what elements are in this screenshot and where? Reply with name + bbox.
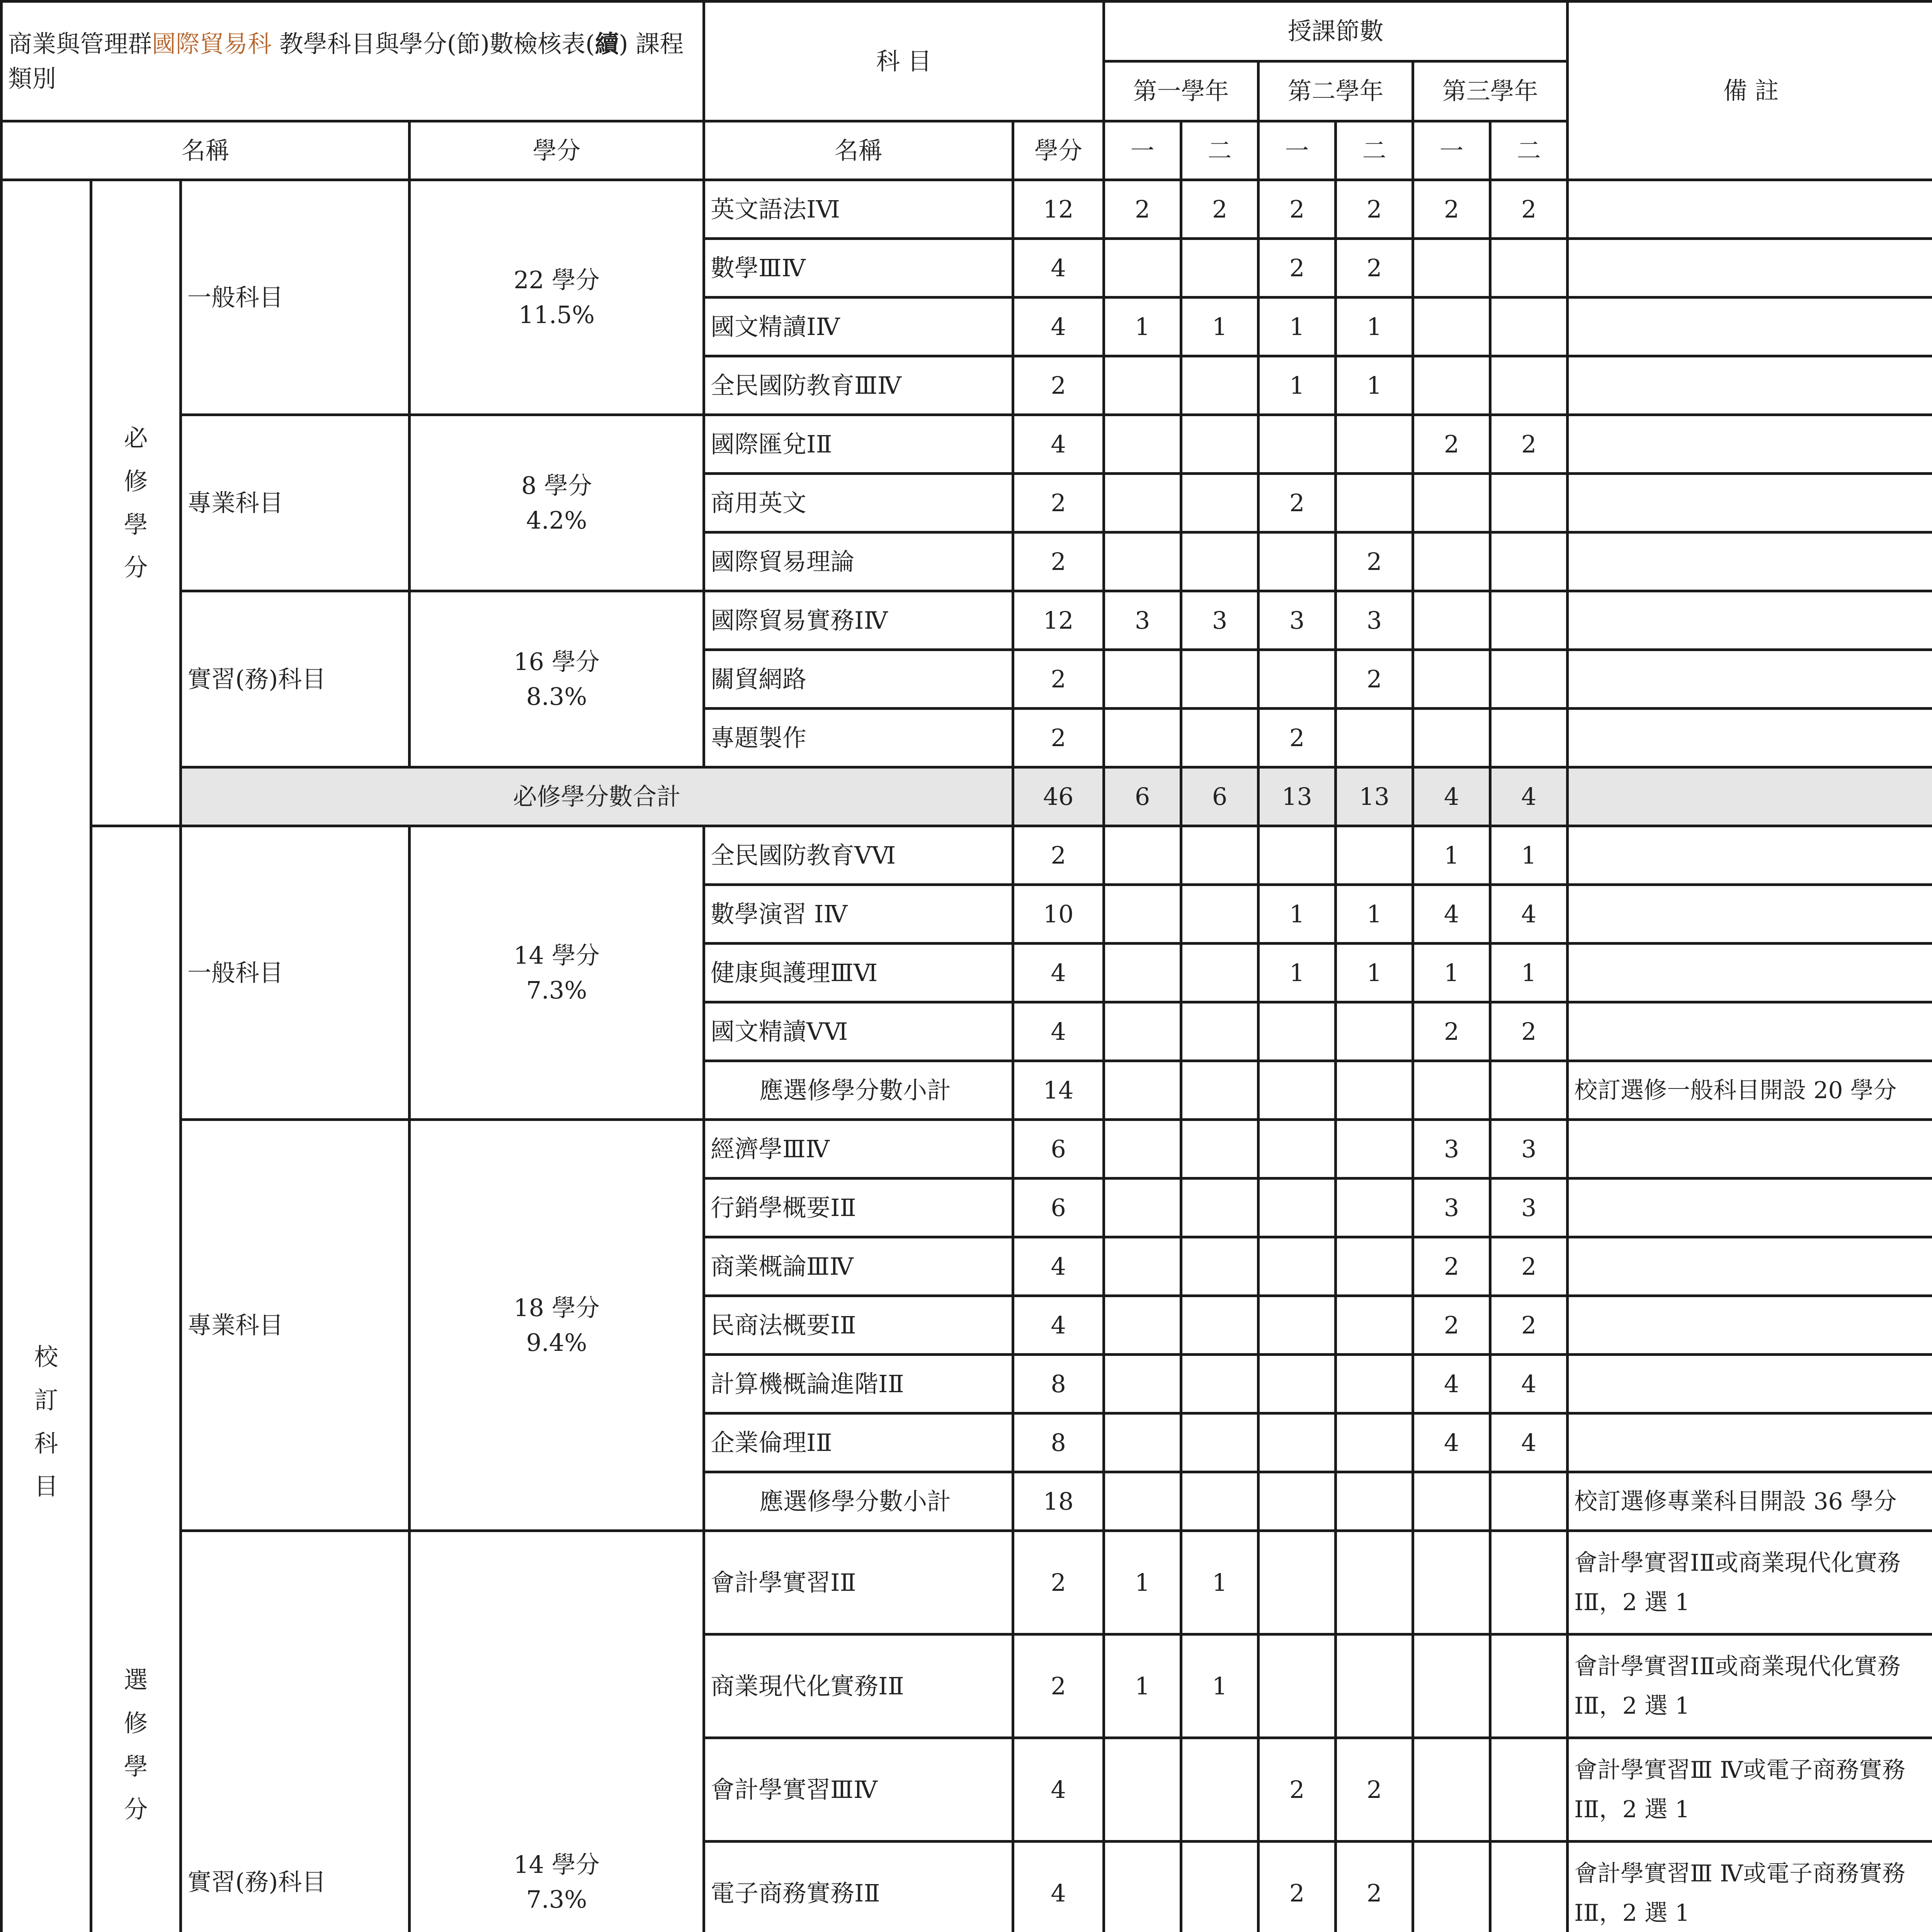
remark [1568,826,1932,885]
hours-sem-1: 1 [1104,1634,1181,1738]
group-credit-value: 18 學分 [514,1293,600,1322]
hours-sem-1 [1104,650,1181,709]
hours-sem-1 [1104,1237,1181,1296]
hours-sem-2 [1181,826,1259,885]
hours-sem-4 [1336,1179,1413,1237]
remark [1568,474,1932,532]
remark [1568,709,1932,767]
semester-1-header: 一 [1104,121,1181,180]
hours-sem-4 [1336,1296,1413,1355]
hours-sem-2 [1181,1061,1259,1120]
semester-1-header: 一 [1259,121,1336,180]
subject-name: 國文精讀ⅤⅥ [704,1002,1013,1061]
hours-sem-5 [1413,1738,1490,1842]
subtotal-label: 應選修學分數小計 [704,1061,1013,1120]
hours-sem-6 [1490,1472,1568,1531]
hours-sem-6: 4 [1490,767,1568,826]
subject-credits: 2 [1013,1634,1104,1738]
hours-sem-3 [1259,826,1336,885]
remark [1568,180,1932,239]
hours-sem-3 [1259,1061,1336,1120]
hours-sem-1 [1104,1413,1181,1472]
hours-sem-4 [1336,415,1413,474]
group-credits-header: 學分 [410,121,704,180]
group-credits [410,591,704,767]
subject-name: 商用英文 [704,474,1013,532]
hours-sem-5: 3 [1413,1179,1490,1237]
group-credit-percent: 7.3% [526,976,587,1004]
hours-sem-1 [1104,356,1181,415]
subject-name: 數學ⅢⅣ [704,239,1013,298]
hours-sem-2 [1181,1179,1259,1237]
hours-sem-3: 2 [1259,239,1336,298]
hours-sem-4: 1 [1336,944,1413,1002]
hours-sem-6: 4 [1490,1413,1568,1472]
hours-sem-3 [1259,650,1336,709]
hours-sem-3: 2 [1259,709,1336,767]
subject-credits: 8 [1013,1413,1104,1472]
subject-credits: 4 [1013,1738,1104,1842]
hours-sem-5 [1413,709,1490,767]
hours-sem-5 [1413,650,1490,709]
hours-sem-3 [1259,415,1336,474]
hours-sem-3: 1 [1259,944,1336,1002]
hours-sem-4: 1 [1336,298,1413,356]
hours-sem-2: 6 [1181,767,1259,826]
hours-sem-3 [1259,1002,1336,1061]
hours-sem-1 [1104,1296,1181,1355]
subject-name: 全民國防教育ⅤⅥ [704,826,1013,885]
remark: 會計學實習ⅠⅡ或商業現代化實務ⅠⅡ，2 選 1 [1568,1634,1932,1738]
hours-sem-1 [1104,474,1181,532]
remark [1568,1355,1932,1413]
table-title: 商業與管理群國際貿易科 教學科目與學分(節)數檢核表(續) 課程類別 [2,2,704,121]
hours-sem-1 [1104,532,1181,591]
hours-sem-2: 2 [1181,180,1259,239]
hours-sem-1 [1104,415,1181,474]
semester-2-header: 二 [1181,121,1259,180]
subject-credits: 4 [1013,298,1104,356]
hours-sem-1 [1104,239,1181,298]
subject-credits: 4 [1013,1237,1104,1296]
table-row [2,591,1932,650]
hours-sem-1 [1104,885,1181,944]
group-name: 實習(務)科目 [181,1531,410,1932]
hours-sem-2: 1 [1181,1634,1259,1738]
hours-sem-5 [1413,532,1490,591]
subject-credits-header: 學分 [1013,121,1104,180]
remark [1568,415,1932,474]
hours-sem-2 [1181,944,1259,1002]
subject-credits: 2 [1013,532,1104,591]
hours-sem-5 [1413,474,1490,532]
group-credit-percent: 11.5% [519,300,595,329]
semester-1-header: 一 [1413,121,1490,180]
subject-name: 電子商務實務ⅠⅡ [704,1842,1013,1932]
hours-sem-3 [1259,1472,1336,1531]
subject-name-header: 名稱 [704,121,1013,180]
group-credit-value: 14 學分 [514,1850,600,1879]
subject-header: 科 目 [704,2,1104,121]
hours-sem-4: 13 [1336,767,1413,826]
hours-sem-3 [1259,532,1336,591]
table-row [2,767,1932,826]
group-credit-percent: 7.3% [526,1885,587,1913]
subject-credits: 8 [1013,1355,1104,1413]
hours-sem-6 [1490,239,1568,298]
hours-sem-4 [1336,1237,1413,1296]
hours-sem-5 [1413,1061,1490,1120]
hours-sem-4 [1336,1413,1413,1472]
hours-sem-6 [1490,1634,1568,1738]
subject-name: 商業現代化實務ⅠⅡ [704,1634,1013,1738]
hours-sem-6: 4 [1490,885,1568,944]
table-row [2,180,1932,239]
hours-sem-1 [1104,1179,1181,1237]
hours-sem-3 [1259,1634,1336,1738]
hours-sem-6: 2 [1490,1237,1568,1296]
subject-credits: 2 [1013,356,1104,415]
hours-sem-2 [1181,474,1259,532]
remark [1568,1237,1932,1296]
hours-sem-5: 4 [1413,885,1490,944]
hours-sem-4: 1 [1336,356,1413,415]
hours-sem-2: 3 [1181,591,1259,650]
subject-credits: 2 [1013,826,1104,885]
hours-sem-5 [1413,239,1490,298]
hours-sem-2 [1181,1413,1259,1472]
required-credits-label: 必 修 學 分 [91,180,181,826]
group-credit-value: 14 學分 [514,941,600,969]
school-subjects-label: 校 訂 科 目 [2,180,91,1932]
subject-credits: 10 [1013,885,1104,944]
hours-sem-1: 3 [1104,591,1181,650]
hours-sem-1 [1104,1355,1181,1413]
hours-sem-5 [1413,356,1490,415]
subject-name: 關貿網路 [704,650,1013,709]
subject-name: 行銷學概要ⅠⅡ [704,1179,1013,1237]
hours-sem-3: 2 [1259,1738,1336,1842]
hours-sem-6: 2 [1490,180,1568,239]
year2-header: 第二學年 [1259,61,1413,121]
subject-credits: 2 [1013,474,1104,532]
semester-2-header: 二 [1336,121,1413,180]
hours-sem-6 [1490,474,1568,532]
hours-sem-4: 2 [1336,650,1413,709]
remark [1568,1120,1932,1179]
hours-sem-1: 2 [1104,180,1181,239]
subject-credits: 18 [1013,1472,1104,1531]
group-credit-percent: 9.4% [526,1328,587,1357]
group-name: 一般科目 [181,180,410,415]
subject-name: 企業倫理ⅠⅡ [704,1413,1013,1472]
subject-name: 經濟學ⅢⅣ [704,1120,1013,1179]
hours-sem-2 [1181,1120,1259,1179]
elective-credits-label: 選 修 學 分 [91,826,181,1932]
hours-sem-6 [1490,532,1568,591]
hours-sem-4 [1336,1531,1413,1634]
hours-sem-6 [1490,298,1568,356]
subject-name: 專題製作 [704,709,1013,767]
hours-sem-4 [1336,474,1413,532]
hours-sem-5: 3 [1413,1120,1490,1179]
hours-sem-2 [1181,1355,1259,1413]
hours-sem-5 [1413,1634,1490,1738]
hours-sem-6: 3 [1490,1120,1568,1179]
subject-name: 國文精讀ⅠⅣ [704,298,1013,356]
hours-sem-5: 2 [1413,415,1490,474]
subject-credits: 4 [1013,239,1104,298]
table-row [2,1531,1932,1634]
hours-sem-4 [1336,826,1413,885]
subject-credits: 6 [1013,1179,1104,1237]
hours-sem-4: 1 [1336,885,1413,944]
subject-credits: 12 [1013,180,1104,239]
table-body [2,2,1932,1932]
hours-sem-1 [1104,1472,1181,1531]
hours-sem-1 [1104,1002,1181,1061]
hours-sem-6 [1490,591,1568,650]
group-credits [410,826,704,1120]
remark [1568,239,1932,298]
remark [1568,885,1932,944]
subject-credits: 2 [1013,1531,1104,1634]
hours-sem-6 [1490,1738,1568,1842]
hours-sem-6 [1490,1531,1568,1634]
hours-sem-2 [1181,1002,1259,1061]
hours-sem-1 [1104,1061,1181,1120]
hours-sem-4: 2 [1336,239,1413,298]
hours-sem-6 [1490,1061,1568,1120]
table-row [2,1120,1932,1179]
hours-sem-3: 13 [1259,767,1336,826]
subject-credits: 12 [1013,591,1104,650]
hours-sem-3 [1259,1355,1336,1413]
hours-sem-2: 1 [1181,298,1259,356]
subject-name: 會計學實習ⅠⅡ [704,1531,1013,1634]
hours-sem-1: 1 [1104,1531,1181,1634]
hours-sem-4 [1336,1355,1413,1413]
subject-credits: 4 [1013,944,1104,1002]
group-credit-percent: 8.3% [526,682,587,711]
hours-sem-5: 2 [1413,1002,1490,1061]
hours-sem-5: 1 [1413,944,1490,1002]
hours-sem-2 [1181,1738,1259,1842]
hours-sem-4 [1336,1472,1413,1531]
group-credits [410,1531,704,1932]
subject-name: 國際匯兌ⅠⅡ [704,415,1013,474]
hours-sem-2 [1181,1237,1259,1296]
hours-sem-1 [1104,1842,1181,1932]
hours-sem-3 [1259,1531,1336,1634]
remark: 會計學實習Ⅲ Ⅳ或電子商務實務ⅠⅡ，2 選 1 [1568,1842,1932,1932]
group-credit-value: 8 學分 [521,471,592,500]
hours-sem-1 [1104,709,1181,767]
group-credits [410,180,704,415]
hours-sem-2 [1181,1842,1259,1932]
hours-sem-6 [1490,356,1568,415]
remark [1568,1002,1932,1061]
subject-credits: 46 [1013,767,1104,826]
hours-sem-4: 2 [1336,180,1413,239]
hours-sem-5 [1413,591,1490,650]
subject-credits: 4 [1013,1842,1104,1932]
group-credit-value: 16 學分 [514,647,600,676]
hours-sem-4 [1336,1634,1413,1738]
table-row [2,415,1932,474]
remark [1568,591,1932,650]
hours-sem-4 [1336,709,1413,767]
hours-sem-2: 1 [1181,1531,1259,1634]
remark: 會計學實習ⅠⅡ或商業現代化實務ⅠⅡ，2 選 1 [1568,1531,1932,1634]
subject-name: 商業概論ⅢⅣ [704,1237,1013,1296]
hours-sem-1: 6 [1104,767,1181,826]
hours-sem-6: 4 [1490,1355,1568,1413]
hours-sem-3 [1259,1120,1336,1179]
group-name: 專業科目 [181,415,410,591]
hours-sem-5: 1 [1413,826,1490,885]
remark [1568,1179,1932,1237]
subject-name: 數學演習 ⅠⅣ [704,885,1013,944]
subject-name: 會計學實習ⅢⅣ [704,1738,1013,1842]
subject-credits: 4 [1013,1296,1104,1355]
hours-sem-3 [1259,1237,1336,1296]
notes-header: 備 註 [1568,2,1932,180]
hours-sem-3: 2 [1259,180,1336,239]
hours-sem-2 [1181,1296,1259,1355]
group-name: 實習(務)科目 [181,591,410,767]
remark: 校訂選修一般科目開設 20 學分 [1568,1061,1932,1120]
hours-sem-4 [1336,1002,1413,1061]
remark [1568,650,1932,709]
hours-sem-5 [1413,1472,1490,1531]
hours-sem-1 [1104,1120,1181,1179]
subtotal-label: 應選修學分數小計 [704,1472,1013,1531]
subject-name: 國際貿易實務ⅠⅣ [704,591,1013,650]
subject-name: 全民國防教育ⅢⅣ [704,356,1013,415]
subject-name: 國際貿易理論 [704,532,1013,591]
table-row [2,826,1932,885]
hours-sem-5: 2 [1413,1296,1490,1355]
hours-sem-2 [1181,532,1259,591]
subject-credits: 6 [1013,1120,1104,1179]
required-total-label: 必修學分數合計 [181,767,1013,826]
hours-sem-4: 3 [1336,591,1413,650]
remark [1568,298,1932,356]
group-name: 一般科目 [181,826,410,1120]
remark [1568,1296,1932,1355]
hours-sem-3: 2 [1259,474,1336,532]
subject-credits: 2 [1013,650,1104,709]
hours-sem-5 [1413,1531,1490,1634]
remark: 會計學實習Ⅲ Ⅳ或電子商務實務ⅠⅡ，2 選 1 [1568,1738,1932,1842]
hours-sem-2 [1181,239,1259,298]
hours-sem-5: 4 [1413,1413,1490,1472]
hours-sem-2 [1181,415,1259,474]
hours-sem-5 [1413,1842,1490,1932]
hours-header: 授課節數 [1104,2,1568,61]
remark [1568,532,1932,591]
subject-name: 民商法概要ⅠⅡ [704,1296,1013,1355]
hours-sem-6: 2 [1490,415,1568,474]
hours-sem-3: 1 [1259,885,1336,944]
hours-sem-6: 1 [1490,826,1568,885]
semester-2-header: 二 [1490,121,1568,180]
hours-sem-2 [1181,650,1259,709]
remark: 校訂選修專業科目開設 36 學分 [1568,1472,1932,1531]
subject-name: 健康與護理ⅢⅥ [704,944,1013,1002]
hours-sem-2 [1181,885,1259,944]
hours-sem-4: 2 [1336,532,1413,591]
hours-sem-6: 3 [1490,1179,1568,1237]
hours-sem-2 [1181,709,1259,767]
subject-credits: 4 [1013,1002,1104,1061]
year3-header: 第三學年 [1413,61,1568,121]
hours-sem-6 [1490,650,1568,709]
group-credits [410,415,704,591]
year1-header: 第一學年 [1104,61,1259,121]
hours-sem-3: 1 [1259,298,1336,356]
subject-credits: 2 [1013,709,1104,767]
subject-name: 英文語法ⅠⅥ [704,180,1013,239]
hours-sem-3 [1259,1296,1336,1355]
remark [1568,356,1932,415]
hours-sem-1 [1104,826,1181,885]
hours-sem-5: 4 [1413,767,1490,826]
hours-sem-6 [1490,709,1568,767]
hours-sem-6 [1490,1842,1568,1932]
hours-sem-4: 2 [1336,1842,1413,1932]
hours-sem-3: 1 [1259,356,1336,415]
hours-sem-3 [1259,1179,1336,1237]
hours-sem-3: 2 [1259,1842,1336,1932]
hours-sem-3 [1259,1413,1336,1472]
subject-name: 計算機概論進階ⅠⅡ [704,1355,1013,1413]
remark [1568,944,1932,1002]
group-name-header: 名稱 [2,121,410,180]
hours-sem-5: 4 [1413,1355,1490,1413]
hours-sem-6: 2 [1490,1296,1568,1355]
group-credit-value: 22 學分 [514,265,600,294]
hours-sem-6: 2 [1490,1002,1568,1061]
group-name: 專業科目 [181,1120,410,1531]
hours-sem-5: 2 [1413,1237,1490,1296]
subject-credits: 14 [1013,1061,1104,1120]
hours-sem-4 [1336,1120,1413,1179]
subject-credits: 4 [1013,415,1104,474]
group-credits [410,1120,704,1531]
hours-sem-2 [1181,356,1259,415]
hours-sem-6: 1 [1490,944,1568,1002]
remark [1568,767,1932,826]
hours-sem-3: 3 [1259,591,1336,650]
hours-sem-5 [1413,298,1490,356]
hours-sem-1 [1104,944,1181,1002]
hours-sem-4 [1336,1061,1413,1120]
hours-sem-1: 1 [1104,298,1181,356]
hours-sem-5: 2 [1413,180,1490,239]
hours-sem-1 [1104,1738,1181,1842]
group-credit-percent: 4.2% [526,506,587,534]
hours-sem-2 [1181,1472,1259,1531]
hours-sem-4: 2 [1336,1738,1413,1842]
remark [1568,1413,1932,1472]
